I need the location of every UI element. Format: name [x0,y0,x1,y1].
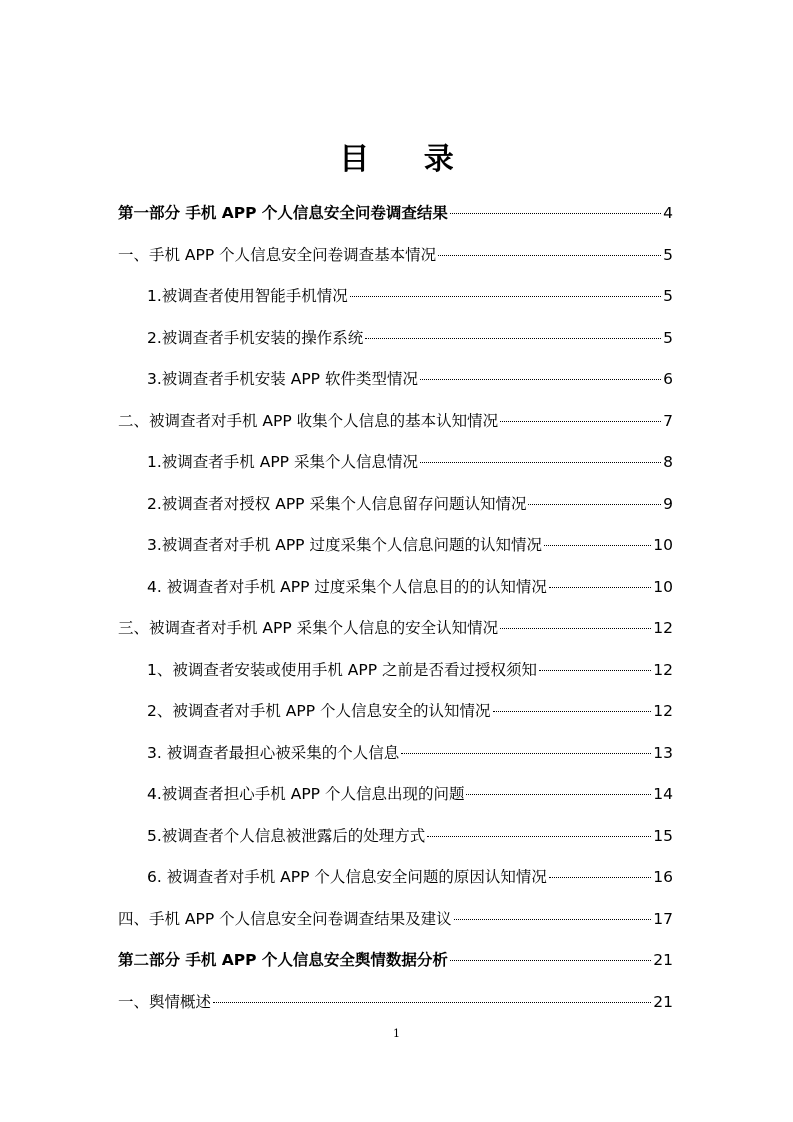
toc-entry-text: 一、手机 APP 个人信息安全问卷调查基本情况 [118,245,437,264]
toc-entry-page: 21 [653,951,673,969]
toc-dot-leader [454,918,652,920]
toc-entry[interactable] [118,532,673,558]
toc-entry-text: 1.被调查者手机 APP 采集个人信息情况 [147,453,418,471]
toc-entry-text: 2、被调查者对手机 APP 个人信息安全的认知情况 [147,702,491,720]
toc-entry-page: 7 [663,411,673,430]
toc-dot-leader [493,710,652,712]
toc-entry[interactable] [118,864,673,890]
toc-entry[interactable] [118,781,673,807]
toc-entry-page: 5 [663,328,673,347]
toc-entry-page: 12 [653,660,673,679]
toc-entry-text: 6. 被调查者对手机 APP 个人信息安全问题的原因认知情况 [147,868,547,886]
toc-entry[interactable] [118,740,673,766]
toc-dot-leader [466,793,651,795]
toc-entry-text: 二、被调查者对手机 APP 收集个人信息的基本认知情况 [118,411,499,430]
toc-entry[interactable] [118,615,673,641]
toc-dot-leader [438,254,661,256]
toc-entry-text: 三、被调查者对手机 APP 采集个人信息的安全认知情况 [118,619,499,637]
toc-entry[interactable] [118,408,673,434]
toc-entry-page: 21 [653,992,673,1011]
toc-dot-leader [420,378,661,380]
toc-entry-text: 2.被调查者手机安装的操作系统 [147,328,364,347]
toc-entry[interactable] [118,200,673,226]
toc-entry-page: 10 [653,577,673,596]
toc-entry[interactable] [118,491,673,517]
toc-entry-page: 16 [653,868,673,886]
toc-entry[interactable] [118,325,673,351]
toc-entry-page: 17 [653,909,673,928]
toc-entry-page: 6 [663,370,673,388]
toc-entry-text: 2.被调查者对授权 APP 采集个人信息留存问题认知情况 [147,494,527,513]
toc-entry[interactable] [118,574,673,600]
toc-entry[interactable] [118,657,673,683]
toc-entry[interactable] [118,823,673,849]
toc-entry-text: 3.被调查者对手机 APP 过度采集个人信息问题的认知情况 [147,536,542,554]
toc-dot-leader [350,295,661,297]
toc-entry-page: 9 [663,494,673,513]
toc-entry-page: 4 [663,204,673,222]
toc-entry-page: 12 [653,702,673,720]
toc-title: 目 录 [339,142,476,177]
toc-entry[interactable] [118,283,673,309]
toc-entry-page: 8 [663,453,673,471]
toc-dot-leader [528,503,661,505]
toc-dot-leader [450,212,661,214]
toc-entry-text: 第一部分 手机 APP 个人信息安全问卷调查结果 [118,204,448,222]
toc-entry[interactable] [118,242,673,268]
toc-dot-leader [450,959,651,961]
toc-entry-page: 10 [653,536,673,554]
toc-dot-leader [420,461,661,463]
toc-dot-leader [401,752,651,754]
toc-dot-leader [500,627,651,629]
toc-entry[interactable] [118,947,673,973]
toc-entry-page: 5 [663,245,673,264]
toc-entry[interactable] [118,989,673,1015]
toc-entry-text: 5.被调查者个人信息被泄露后的处理方式 [147,826,426,845]
toc-entry-text: 第二部分 手机 APP 个人信息安全舆情数据分析 [118,951,448,969]
toc-entry-text: 3.被调查者手机安装 APP 软件类型情况 [147,370,418,388]
toc-dot-leader [549,876,651,878]
toc-entry-text: 3. 被调查者最担心被采集的个人信息 [147,743,400,762]
toc-entry[interactable] [118,366,673,392]
toc-dot-leader [500,420,661,422]
toc-entry[interactable] [118,698,673,724]
toc-dot-leader [549,586,651,588]
toc-dot-leader [213,1001,651,1003]
toc-entry-page: 12 [653,619,673,637]
toc-entry-page: 15 [653,826,673,845]
toc-entry-text: 四、手机 APP 个人信息安全问卷调查结果及建议 [118,909,452,928]
toc-dot-leader [544,544,651,546]
toc-entry-page: 14 [653,785,673,803]
toc-entry-page: 5 [663,287,673,305]
toc-entry-text: 4.被调查者担心手机 APP 个人信息出现的问题 [147,785,465,803]
toc-entry-text: 1.被调查者使用智能手机情况 [147,287,348,305]
toc-entry-text: 一、舆情概述 [118,992,212,1011]
toc-entry[interactable] [118,449,673,475]
toc-entry-text: 4. 被调查者对手机 APP 过度采集个人信息目的的认知情况 [147,577,547,596]
toc-dot-leader [365,337,661,339]
toc-entry-page: 13 [653,743,673,762]
toc-dot-leader [539,669,651,671]
toc-entry[interactable] [118,906,673,932]
toc-dot-leader [427,835,651,837]
page-number: 1 [393,1027,400,1040]
toc-entry-text: 1、被调查者安装或使用手机 APP 之前是否看过授权须知 [147,660,538,679]
